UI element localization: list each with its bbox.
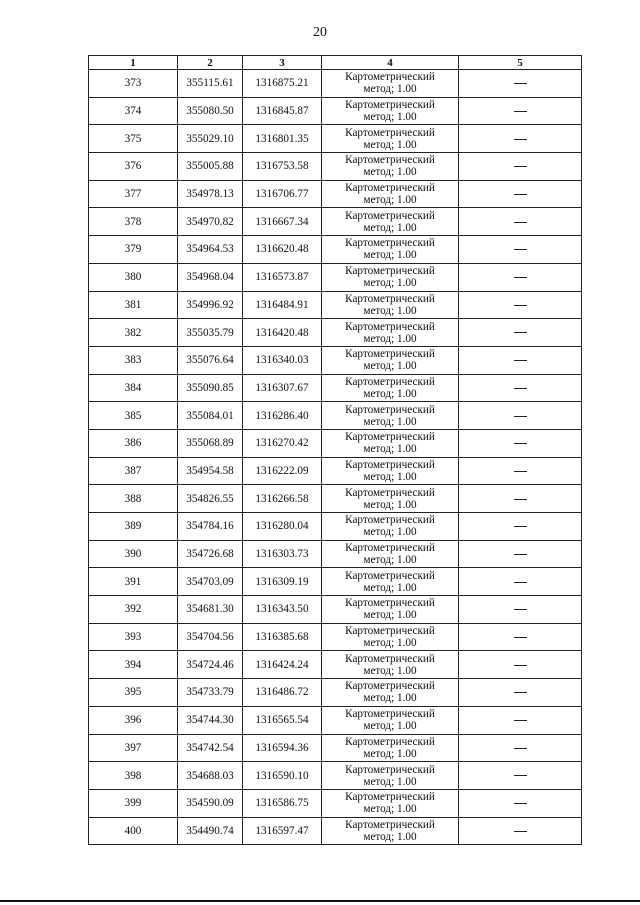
method-line-2: метод; 1.00 — [363, 166, 417, 179]
method-cell — [322, 429, 459, 457]
x-coordinate-cell: 354784.16 — [178, 513, 243, 541]
point-number-cell: 396 — [89, 706, 178, 734]
y-coordinate-cell: 1316573.87 — [243, 263, 322, 291]
table-body — [89, 70, 582, 845]
x-coordinate-cell: 354964.53 — [178, 236, 243, 264]
table-row — [89, 596, 582, 624]
point-number-cell: 395 — [89, 679, 178, 707]
description-cell — [459, 402, 582, 430]
dash-mark — [514, 111, 527, 112]
method-line-1: Картометрический — [345, 597, 435, 610]
description-cell — [459, 651, 582, 679]
header-col-4: 4 — [322, 56, 459, 70]
method-cell — [322, 762, 459, 790]
x-coordinate-cell: 354726.68 — [178, 540, 243, 568]
method-line-1: Картометрический — [345, 431, 435, 444]
method-line-2: метод; 1.00 — [363, 830, 417, 843]
dash-mark — [514, 332, 527, 333]
x-coordinate-cell: 354681.30 — [178, 596, 243, 624]
method-line-2: метод; 1.00 — [363, 332, 417, 345]
dash-mark — [514, 748, 527, 749]
table-row — [89, 734, 582, 762]
point-number-cell: 385 — [89, 402, 178, 430]
header-col-1: 1 — [89, 56, 178, 70]
table-row — [89, 346, 582, 374]
point-number-cell: 389 — [89, 513, 178, 541]
point-number-cell: 391 — [89, 568, 178, 596]
method-cell — [322, 679, 459, 707]
method-line-1: Картометрический — [345, 569, 435, 582]
method-cell — [322, 817, 459, 845]
dash-mark — [514, 831, 527, 832]
dash-mark — [514, 803, 527, 804]
method-line-1: Картометрический — [345, 542, 435, 555]
x-coordinate-cell: 355115.61 — [178, 70, 243, 98]
method-line-2: метод; 1.00 — [363, 498, 417, 511]
table-row — [89, 623, 582, 651]
dash-mark — [514, 637, 527, 638]
method-line-1: Картометрический — [345, 652, 435, 665]
method-line-2: метод; 1.00 — [363, 609, 417, 622]
table-row — [89, 208, 582, 236]
x-coordinate-cell: 355029.10 — [178, 125, 243, 153]
method-line-2: метод; 1.00 — [363, 720, 417, 733]
method-line-2: метод; 1.00 — [363, 692, 417, 705]
point-number-cell: 399 — [89, 789, 178, 817]
y-coordinate-cell: 1316667.34 — [243, 208, 322, 236]
method-cell — [322, 125, 459, 153]
y-coordinate-cell: 1316845.87 — [243, 97, 322, 125]
method-line-2: метод; 1.00 — [363, 387, 417, 400]
x-coordinate-cell: 354704.56 — [178, 623, 243, 651]
point-number-cell: 397 — [89, 734, 178, 762]
y-coordinate-cell: 1316594.36 — [243, 734, 322, 762]
method-line-2: метод; 1.00 — [363, 637, 417, 650]
dash-mark — [514, 554, 527, 555]
table-row — [89, 236, 582, 264]
point-number-cell: 383 — [89, 346, 178, 374]
table-row — [89, 153, 582, 181]
table-row — [89, 429, 582, 457]
method-line-2: метод; 1.00 — [363, 415, 417, 428]
table-header-row — [89, 56, 582, 70]
method-line-1: Картометрический — [345, 680, 435, 693]
y-coordinate-cell: 1316340.03 — [243, 346, 322, 374]
table-row — [89, 679, 582, 707]
method-cell — [322, 236, 459, 264]
method-line-2: метод; 1.00 — [363, 526, 417, 539]
method-line-1: Картометрический — [345, 763, 435, 776]
method-line-2: метод; 1.00 — [363, 803, 417, 816]
method-line-1: Картометрический — [345, 486, 435, 499]
description-cell — [459, 623, 582, 651]
dash-mark — [514, 720, 527, 721]
y-coordinate-cell: 1316620.48 — [243, 236, 322, 264]
method-line-1: Картометрический — [345, 818, 435, 831]
y-coordinate-cell: 1316286.40 — [243, 402, 322, 430]
dash-mark — [514, 499, 527, 500]
point-number-cell: 387 — [89, 457, 178, 485]
method-line-2: метод; 1.00 — [363, 581, 417, 594]
point-number-cell: 374 — [89, 97, 178, 125]
table-row — [89, 706, 582, 734]
method-line-1: Картометрический — [345, 154, 435, 167]
method-cell — [322, 153, 459, 181]
table-row — [89, 568, 582, 596]
method-cell — [322, 623, 459, 651]
point-number-cell: 379 — [89, 236, 178, 264]
x-coordinate-cell: 355084.01 — [178, 402, 243, 430]
x-coordinate-cell: 355068.89 — [178, 429, 243, 457]
description-cell — [459, 125, 582, 153]
method-line-2: метод; 1.00 — [363, 277, 417, 290]
dash-mark — [514, 443, 527, 444]
y-coordinate-cell: 1316706.77 — [243, 180, 322, 208]
y-coordinate-cell: 1316597.47 — [243, 817, 322, 845]
table-row — [89, 789, 582, 817]
dash-mark — [514, 249, 527, 250]
point-number-cell: 384 — [89, 374, 178, 402]
method-line-2: метод; 1.00 — [363, 775, 417, 788]
method-cell — [322, 706, 459, 734]
y-coordinate-cell: 1316309.19 — [243, 568, 322, 596]
description-cell — [459, 817, 582, 845]
x-coordinate-cell: 355090.85 — [178, 374, 243, 402]
point-number-cell: 380 — [89, 263, 178, 291]
method-line-1: Картометрический — [345, 320, 435, 333]
method-line-1: Картометрический — [345, 265, 435, 278]
method-cell — [322, 97, 459, 125]
x-coordinate-cell: 355080.50 — [178, 97, 243, 125]
point-number-cell: 373 — [89, 70, 178, 98]
description-cell — [459, 319, 582, 347]
point-number-cell: 381 — [89, 291, 178, 319]
dash-mark — [514, 194, 527, 195]
method-line-1: Картометрический — [345, 71, 435, 84]
method-line-1: Картометрический — [345, 403, 435, 416]
table-row — [89, 97, 582, 125]
x-coordinate-cell: 354826.55 — [178, 485, 243, 513]
y-coordinate-cell: 1316801.35 — [243, 125, 322, 153]
method-line-1: Картометрический — [345, 514, 435, 527]
point-number-cell: 394 — [89, 651, 178, 679]
page-number: 20 — [313, 25, 327, 40]
method-line-2: метод; 1.00 — [363, 443, 417, 456]
method-line-1: Картометрический — [345, 292, 435, 305]
method-line-1: Картометрический — [345, 99, 435, 112]
method-line-1: Картометрический — [345, 209, 435, 222]
description-cell — [459, 153, 582, 181]
point-number-cell: 376 — [89, 153, 178, 181]
description-cell — [459, 762, 582, 790]
y-coordinate-cell: 1316222.09 — [243, 457, 322, 485]
table-row — [89, 263, 582, 291]
x-coordinate-cell: 354590.09 — [178, 789, 243, 817]
description-cell — [459, 291, 582, 319]
point-number-cell: 400 — [89, 817, 178, 845]
dash-mark — [514, 277, 527, 278]
method-line-2: метод; 1.00 — [363, 138, 417, 151]
header-col-2: 2 — [178, 56, 243, 70]
table-row — [89, 374, 582, 402]
method-line-2: метод; 1.00 — [363, 360, 417, 373]
description-cell — [459, 485, 582, 513]
point-number-cell: 393 — [89, 623, 178, 651]
x-coordinate-cell: 355035.79 — [178, 319, 243, 347]
method-cell — [322, 651, 459, 679]
table-row — [89, 180, 582, 208]
method-cell — [322, 180, 459, 208]
point-number-cell: 388 — [89, 485, 178, 513]
y-coordinate-cell: 1316385.68 — [243, 623, 322, 651]
dash-mark — [514, 360, 527, 361]
point-number-cell: 386 — [89, 429, 178, 457]
method-cell — [322, 485, 459, 513]
point-number-cell: 382 — [89, 319, 178, 347]
method-line-2: метод; 1.00 — [363, 664, 417, 677]
method-line-2: метод; 1.00 — [363, 194, 417, 207]
dash-mark — [514, 665, 527, 666]
dash-mark — [514, 582, 527, 583]
method-line-1: Картометрический — [345, 735, 435, 748]
y-coordinate-cell: 1316424.24 — [243, 651, 322, 679]
y-coordinate-cell: 1316484.91 — [243, 291, 322, 319]
y-coordinate-cell: 1316590.10 — [243, 762, 322, 790]
dash-mark — [514, 166, 527, 167]
coordinates-table — [88, 55, 582, 845]
description-cell — [459, 263, 582, 291]
header-col-5: 5 — [459, 56, 582, 70]
header-col-3: 3 — [243, 56, 322, 70]
method-line-2: метод; 1.00 — [363, 83, 417, 96]
method-cell — [322, 263, 459, 291]
point-number-cell: 378 — [89, 208, 178, 236]
method-line-2: метод; 1.00 — [363, 249, 417, 262]
table-row — [89, 513, 582, 541]
method-cell — [322, 513, 459, 541]
x-coordinate-cell: 355076.64 — [178, 346, 243, 374]
point-number-cell: 398 — [89, 762, 178, 790]
dash-mark — [514, 416, 527, 417]
method-line-2: метод; 1.00 — [363, 747, 417, 760]
method-cell — [322, 346, 459, 374]
method-cell — [322, 208, 459, 236]
description-cell — [459, 236, 582, 264]
description-cell — [459, 208, 582, 236]
y-coordinate-cell: 1316586.75 — [243, 789, 322, 817]
x-coordinate-cell: 354724.46 — [178, 651, 243, 679]
y-coordinate-cell: 1316307.67 — [243, 374, 322, 402]
x-coordinate-cell: 354742.54 — [178, 734, 243, 762]
method-cell — [322, 291, 459, 319]
point-number-cell: 392 — [89, 596, 178, 624]
method-cell — [322, 374, 459, 402]
dash-mark — [514, 526, 527, 527]
dash-mark — [514, 83, 527, 84]
dash-mark — [514, 775, 527, 776]
y-coordinate-cell: 1316266.58 — [243, 485, 322, 513]
method-cell — [322, 789, 459, 817]
x-coordinate-cell: 354744.30 — [178, 706, 243, 734]
description-cell — [459, 596, 582, 624]
x-coordinate-cell: 354996.92 — [178, 291, 243, 319]
method-cell — [322, 402, 459, 430]
dash-mark — [514, 471, 527, 472]
method-line-2: метод; 1.00 — [363, 221, 417, 234]
method-line-1: Картометрический — [345, 182, 435, 195]
description-cell — [459, 540, 582, 568]
method-cell — [322, 70, 459, 98]
x-coordinate-cell: 354688.03 — [178, 762, 243, 790]
description-cell — [459, 568, 582, 596]
table-row — [89, 762, 582, 790]
dash-mark — [514, 305, 527, 306]
description-cell — [459, 513, 582, 541]
dash-mark — [514, 609, 527, 610]
point-number-cell: 375 — [89, 125, 178, 153]
y-coordinate-cell: 1316280.04 — [243, 513, 322, 541]
method-cell — [322, 540, 459, 568]
point-number-cell: 390 — [89, 540, 178, 568]
description-cell — [459, 374, 582, 402]
x-coordinate-cell: 354970.82 — [178, 208, 243, 236]
y-coordinate-cell: 1316343.50 — [243, 596, 322, 624]
x-coordinate-cell: 354490.74 — [178, 817, 243, 845]
y-coordinate-cell: 1316753.58 — [243, 153, 322, 181]
dash-mark — [514, 222, 527, 223]
y-coordinate-cell: 1316565.54 — [243, 706, 322, 734]
method-cell — [322, 596, 459, 624]
y-coordinate-cell: 1316270.42 — [243, 429, 322, 457]
description-cell — [459, 679, 582, 707]
description-cell — [459, 706, 582, 734]
dash-mark — [514, 388, 527, 389]
method-cell — [322, 568, 459, 596]
method-line-1: Картометрический — [345, 791, 435, 804]
x-coordinate-cell: 354733.79 — [178, 679, 243, 707]
method-line-1: Картометрический — [345, 458, 435, 471]
y-coordinate-cell: 1316420.48 — [243, 319, 322, 347]
table-row — [89, 817, 582, 845]
dash-mark — [514, 692, 527, 693]
description-cell — [459, 429, 582, 457]
table-row — [89, 402, 582, 430]
y-coordinate-cell: 1316303.73 — [243, 540, 322, 568]
table-row — [89, 70, 582, 98]
x-coordinate-cell: 354703.09 — [178, 568, 243, 596]
description-cell — [459, 346, 582, 374]
y-coordinate-cell: 1316486.72 — [243, 679, 322, 707]
method-line-1: Картометрический — [345, 375, 435, 388]
method-cell — [322, 457, 459, 485]
table-row — [89, 457, 582, 485]
method-cell — [322, 734, 459, 762]
method-cell — [322, 319, 459, 347]
table-row — [89, 651, 582, 679]
method-line-2: метод; 1.00 — [363, 304, 417, 317]
table-row — [89, 125, 582, 153]
description-cell — [459, 70, 582, 98]
method-line-1: Картометрический — [345, 708, 435, 721]
x-coordinate-cell: 354978.13 — [178, 180, 243, 208]
table-row — [89, 291, 582, 319]
description-cell — [459, 734, 582, 762]
method-line-2: метод; 1.00 — [363, 554, 417, 567]
dash-mark — [514, 139, 527, 140]
method-line-2: метод; 1.00 — [363, 470, 417, 483]
description-cell — [459, 180, 582, 208]
x-coordinate-cell: 354968.04 — [178, 263, 243, 291]
table-row — [89, 485, 582, 513]
y-coordinate-cell: 1316875.21 — [243, 70, 322, 98]
description-cell — [459, 457, 582, 485]
point-number-cell: 377 — [89, 180, 178, 208]
bottom-border — [0, 900, 640, 902]
table-row — [89, 319, 582, 347]
x-coordinate-cell: 355005.88 — [178, 153, 243, 181]
method-line-1: Картометрический — [345, 126, 435, 139]
table-row — [89, 540, 582, 568]
description-cell — [459, 789, 582, 817]
method-line-1: Картометрический — [345, 237, 435, 250]
method-line-2: метод; 1.00 — [363, 111, 417, 124]
method-line-1: Картометрический — [345, 348, 435, 361]
x-coordinate-cell: 354954.58 — [178, 457, 243, 485]
method-line-1: Картометрический — [345, 625, 435, 638]
description-cell — [459, 97, 582, 125]
